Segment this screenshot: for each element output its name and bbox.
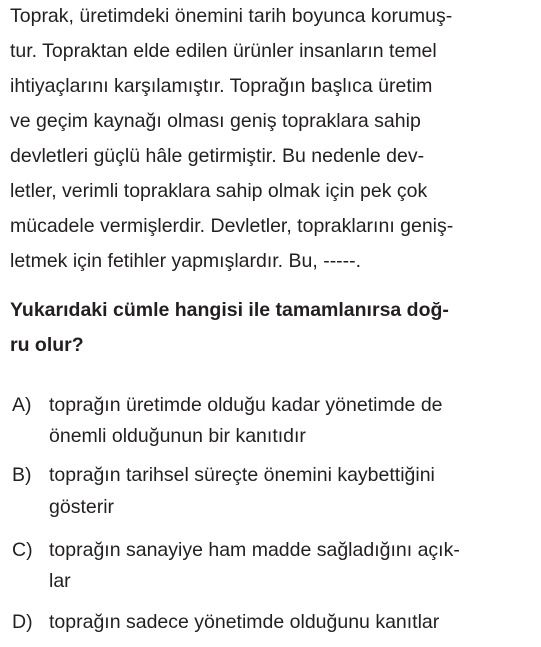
passage-line: ihtiyaçlarını karşılamıştır. Toprağın başlıca üretim [10, 75, 433, 97]
passage-line: tur. Topraktan elde edilen ürünler insanların temel [10, 40, 437, 62]
option-text: toprağın tarihsel süreçte önemini kaybettiğini [49, 464, 435, 486]
passage-line: letmek için fetihler yapmışlardır. Bu, -----. [10, 250, 362, 272]
passage-line: ve geçim kaynağı olması geniş topraklara sahip [10, 110, 421, 132]
option-letter: A) [12, 394, 32, 416]
passage-line: letler, verimli topraklara sahip olmak için pek çok [10, 180, 428, 202]
option-letter: D) [12, 611, 33, 633]
question-line: Yukarıdaki cümle hangisi ile tamamlanırsa doğ- [10, 299, 449, 321]
passage-line: mücadele vermişlerdir. Devletler, topraklarını geniş- [10, 215, 454, 237]
option-text: önemli olduğunun bir kanıtıdır [49, 425, 306, 447]
passage-line: devletleri güçlü hâle getirmiştir. Bu nedenle dev- [10, 145, 425, 167]
option-letter: C) [12, 539, 33, 561]
option-text: gösterir [49, 496, 115, 518]
option-text: toprağın sanayiye ham madde sağladığını açık- [49, 539, 460, 561]
question-line: ru olur? [10, 334, 84, 356]
option-text: toprağın sadece yönetimde olduğunu kanıtlar [49, 611, 440, 633]
option-text: lar [49, 570, 71, 592]
passage-line: Toprak, üretimdeki önemini tarih boyunca korumuş- [10, 5, 453, 27]
option-text: toprağın üretimde olduğu kadar yönetimde de [49, 394, 443, 416]
option-letter: B) [12, 464, 32, 486]
